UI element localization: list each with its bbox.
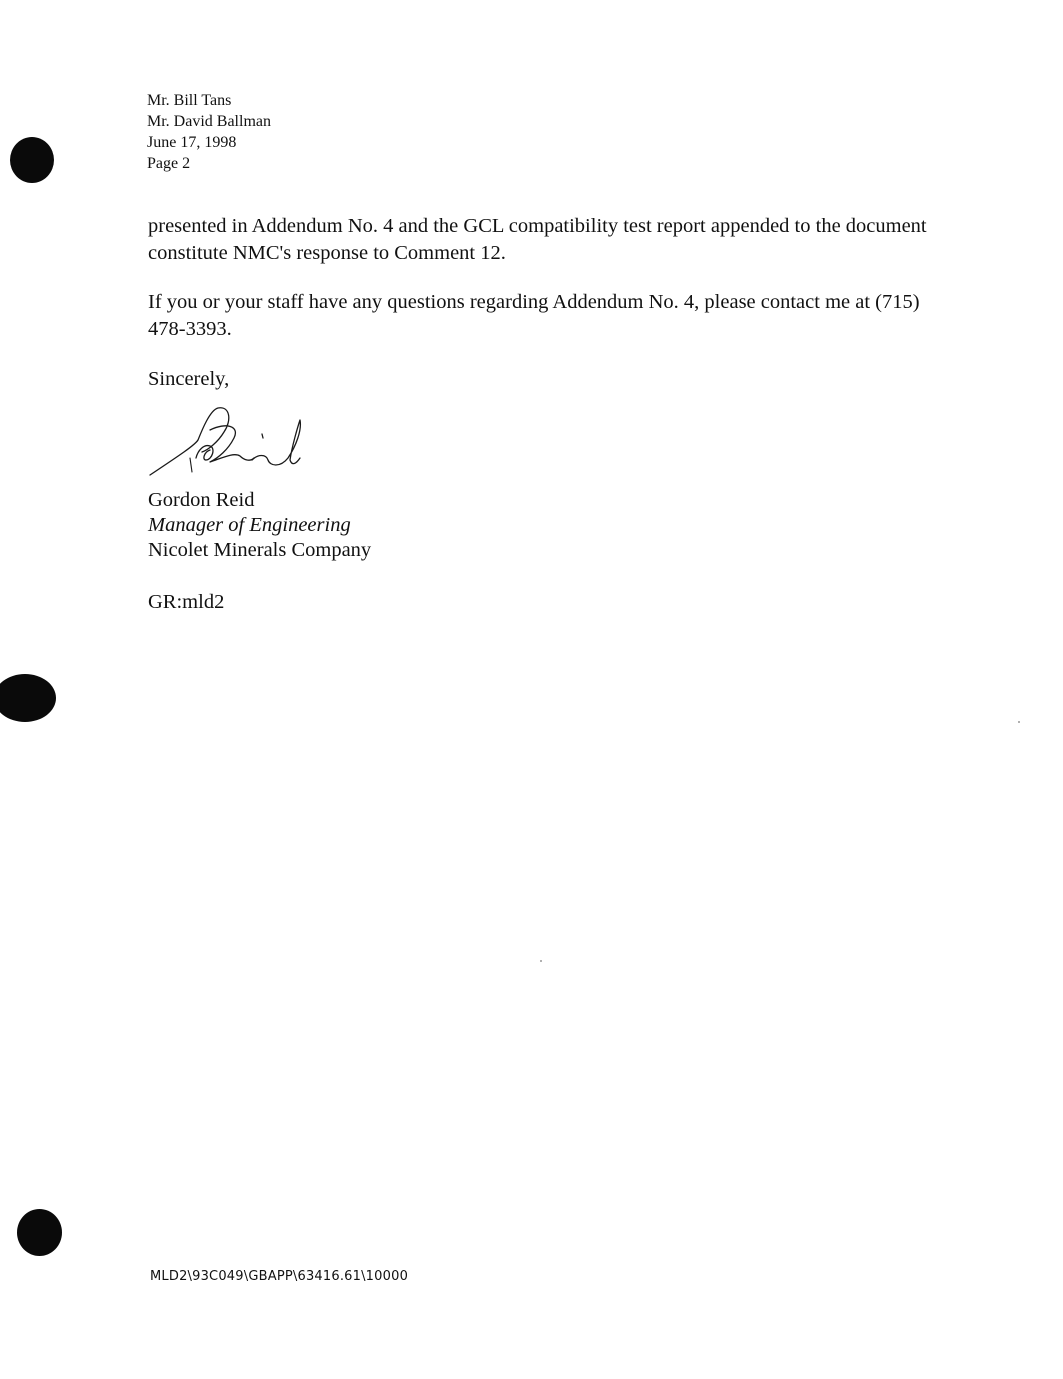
signature [140, 400, 315, 485]
body-paragraph-1: presented in Addendum No. 4 and the GCL compatibility test report appended to the document constitute NMC's response to Comment 12. [148, 215, 927, 264]
signer-title: Manager of Engineering [148, 514, 351, 536]
file-code: MLD2\93C049\GBAPP\63416.61\10000 [150, 1269, 409, 1284]
scan-speck [540, 960, 542, 962]
letter-date: June 17, 1998 [147, 134, 237, 151]
recipient-1: Mr. Bill Tans [147, 92, 232, 109]
body-paragraph-2: If you or your staff have any questions regarding Addendum No. 4, please contact me at (715) 478-3393. [148, 291, 920, 340]
signer-block [148, 488, 371, 563]
recipient-2: Mr. David Ballman [147, 113, 271, 130]
closing: Sincerely, [148, 368, 230, 390]
page-header [147, 90, 271, 174]
scan-speck [1018, 721, 1020, 723]
signer-company: Nicolet Minerals Company [148, 539, 372, 561]
signer-name: Gordon Reid [148, 489, 255, 511]
typist-initials: GR:mld2 [148, 591, 225, 613]
punch-hole-middle [0, 674, 56, 722]
punch-hole-top [10, 137, 54, 183]
punch-hole-bottom [17, 1209, 62, 1256]
page-number: Page 2 [147, 155, 191, 172]
